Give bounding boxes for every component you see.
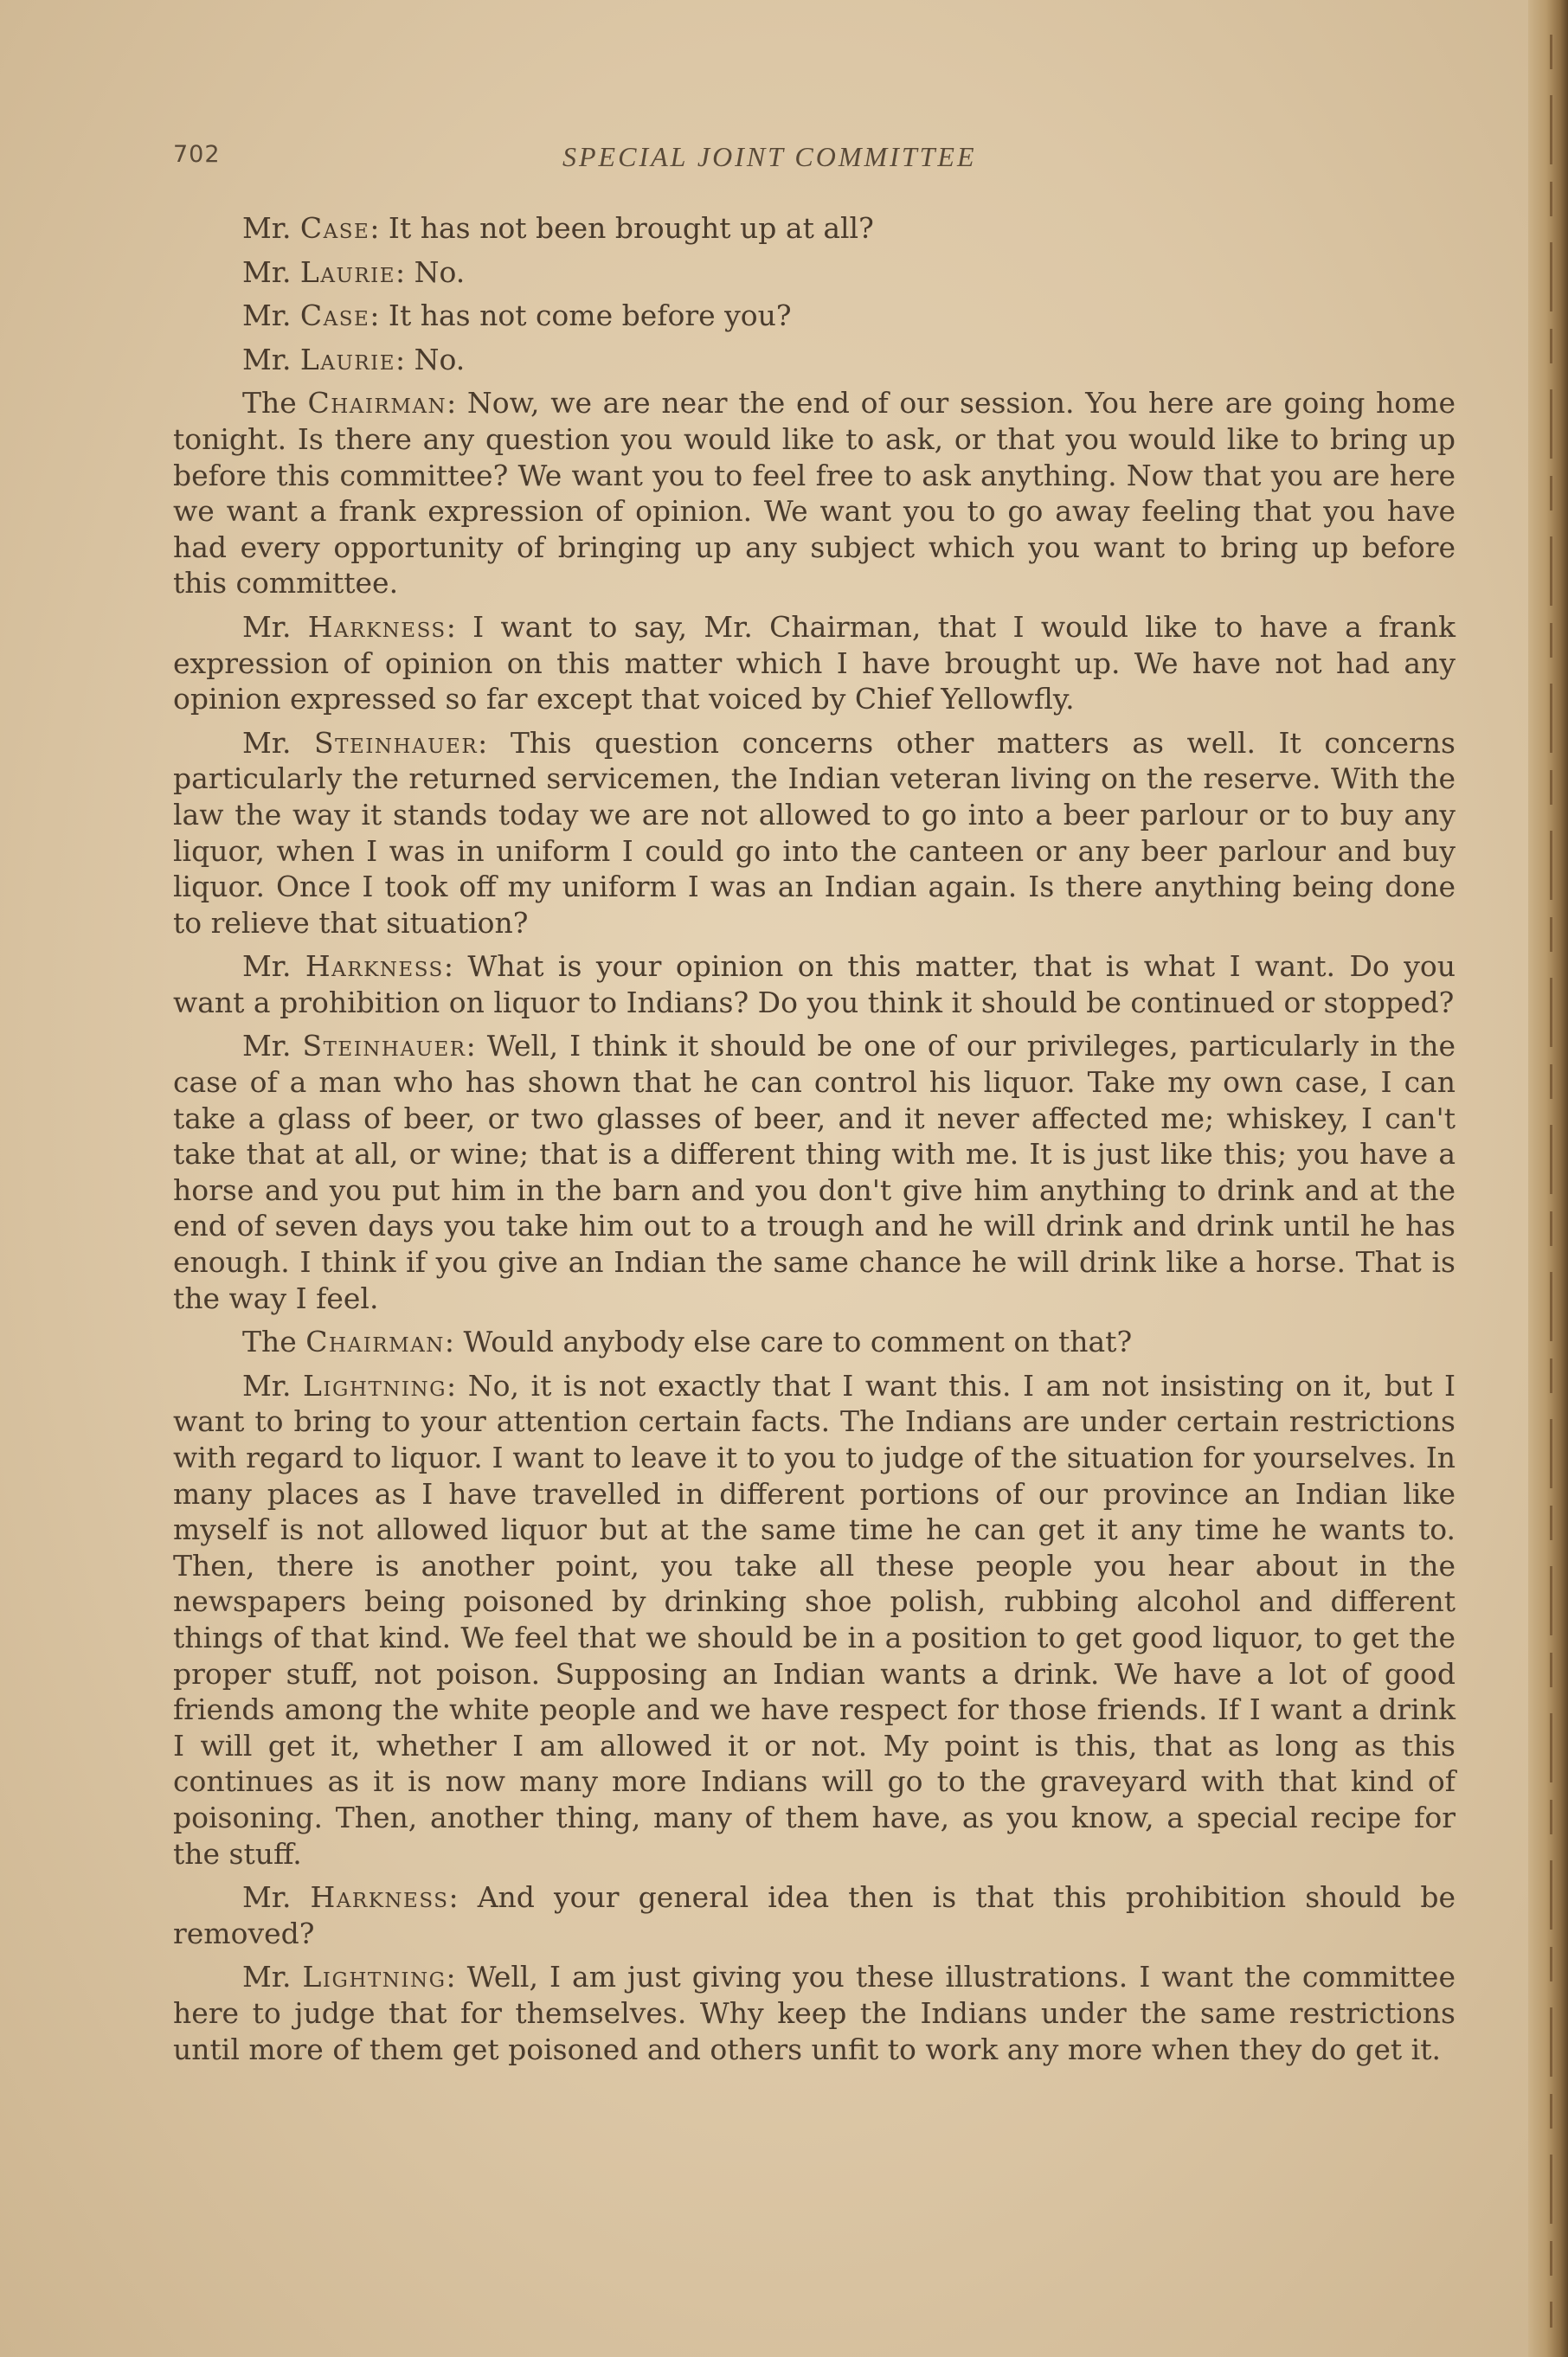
paragraph-text: : No. [395,342,466,376]
speaker-prefix: The [242,386,308,421]
paragraph-text: : Now, we are near the end of our session. You here are going home tonight. Is there any question you would like to ask, or that you would like to bring up before this committee? We want you to feel free to ask anything. Now that you are here we want a frank expression of opinion. We want you to go away feeling that you have had every opportunity of bringing up any subject which you want to bring up before this committee. [173,386,1456,600]
page-header [173,141,1462,176]
page-number: 702 [173,141,221,168]
paragraph [173,1324,1456,1360]
speaker-name: Chairman [305,1325,445,1359]
binding-thread [1550,35,1552,2328]
speaker-name: Laurie [299,342,396,376]
paragraph-text: : I want to say, Mr. Chairman, that I would like to have a frank expression of opinion on this matter which I have brought up. We have not had any opinion expressed so far except that voiced by Chief Yellowfly. [173,609,1456,716]
paragraph-text: : And your general idea then is that this prohibition should be removed? [173,1880,1456,1950]
speaker-prefix: Mr. [242,725,315,760]
speaker-prefix: Mr. [242,609,308,644]
paragraph [173,254,1456,291]
speaker-prefix: Mr. [242,949,305,984]
speaker-name: Harkness [310,1880,449,1915]
paragraph [173,1028,1456,1316]
speaker-name: Case [299,211,370,245]
paragraph-text: : It has not come before you? [370,299,792,333]
speaker-name: Steinhauer [314,725,479,760]
paragraph [173,210,1456,247]
paragraph [173,1959,1456,2067]
paragraph [173,298,1456,334]
transcript-body [173,210,1456,2075]
paragraph-text: : No. [395,254,466,289]
paragraph-text: : Would anybody else care to comment on that? [444,1325,1133,1359]
paragraph-text: : No, it is not exactly that I want this. I am not insisting on it, but I want to bring to your attention certain facts. The Indians are under certain restrictions with regard to liquor. I want to leave it to you to judge of the situation for yourselves. In many places as I have travelled in different portions of our province an Indian like myself is not allowed liquor but at the same time he can get it any time he wants to. Then, there is another point, you take all these people you hear about in the newspapers being poisoned by drinking shoe polish, rubbing alcohol and different things of that kind. We feel that we should be in a position to get good liquor, to get the proper stuff, not poison. Supposing an Indian wants a drink. We have a lot of good friends among the white people and we have respect for those friends. If I want a drink I will get it, whether I am allowed it or not. My point is this, that as long as this continues as it is now many more Indians will go to the graveyard with that kind of poisoning. Then, another thing, many of them have, as you know, a special recipe for the stuff. [173,1368,1456,1871]
paragraph-text: : It has not been brought up at all? [370,211,874,245]
paragraph [173,385,1456,601]
speaker-prefix: Mr. [242,1368,304,1403]
paragraph [173,725,1456,941]
paragraph-text: : Well, I am just giving you these illustrations. I want the committee here to judge that for themselves. Why keep the Indians under the same restrictions until more of them get poisoned and others unfit to work any more when they do get it. [173,1960,1456,2066]
speaker-prefix: Mr. [242,211,300,245]
speaker-prefix: Mr. [242,342,300,376]
paragraph [173,1368,1456,1872]
running-head: SPECIAL JOINT COMMITTEE [562,141,977,172]
speaker-name: Case [299,299,370,333]
speaker-name: Lightning [303,1368,447,1403]
paragraph [173,609,1456,717]
speaker-prefix: Mr. [242,254,300,289]
speaker-name: Lightning [302,1960,447,1994]
speaker-name: Harkness [307,609,447,644]
page-edge [1528,0,1568,2357]
speaker-name: Laurie [299,254,396,289]
paragraph [173,948,1456,1020]
speaker-prefix: Mr. [242,1880,311,1915]
speaker-prefix: Mr. [242,1029,303,1063]
paragraph-text: : Well, I think it should be one of our privileges, particularly in the case of a man who has shown that he can control his liquor. Take my own case, I can take a glass of beer, or two glasses of beer, and it never affected me; whiskey, I can't take that at all, or wine; that is a different thing with me. It is just like this; you have a horse and you put him in the barn and you don't give him anything to drink and at the end of seven days you take him out to a trough and he will drink and drink until he has enough. I think if you give an Indian the same chance he will drink like a horse. That is the way I feel. [173,1029,1456,1315]
paragraph-text: : What is your opinion on this matter, that is what I want. Do you want a prohibition on liquor to Indians? Do you think it should be continued or stopped? [173,949,1456,1019]
speaker-prefix: Mr. [242,1960,303,1994]
speaker-name: Chairman [307,386,447,421]
speaker-name: Steinhauer [302,1029,466,1063]
speaker-prefix: The [242,1325,306,1359]
speaker-prefix: Mr. [242,299,300,333]
speaker-name: Harkness [305,949,444,984]
paragraph-text: : This question concerns other matters as well. It concerns particularly the returned servicemen, the Indian veteran living on the reserve. With the law the way it stands today we are not allowed to go into a beer parlour or to buy any liquor, when I was in uniform I could go into the canteen or any beer parlour and buy liquor. Once I took off my uniform I was an Indian again. Is there anything being done to relieve that situation? [173,725,1456,940]
paragraph [173,342,1456,378]
paragraph [173,1879,1456,1951]
